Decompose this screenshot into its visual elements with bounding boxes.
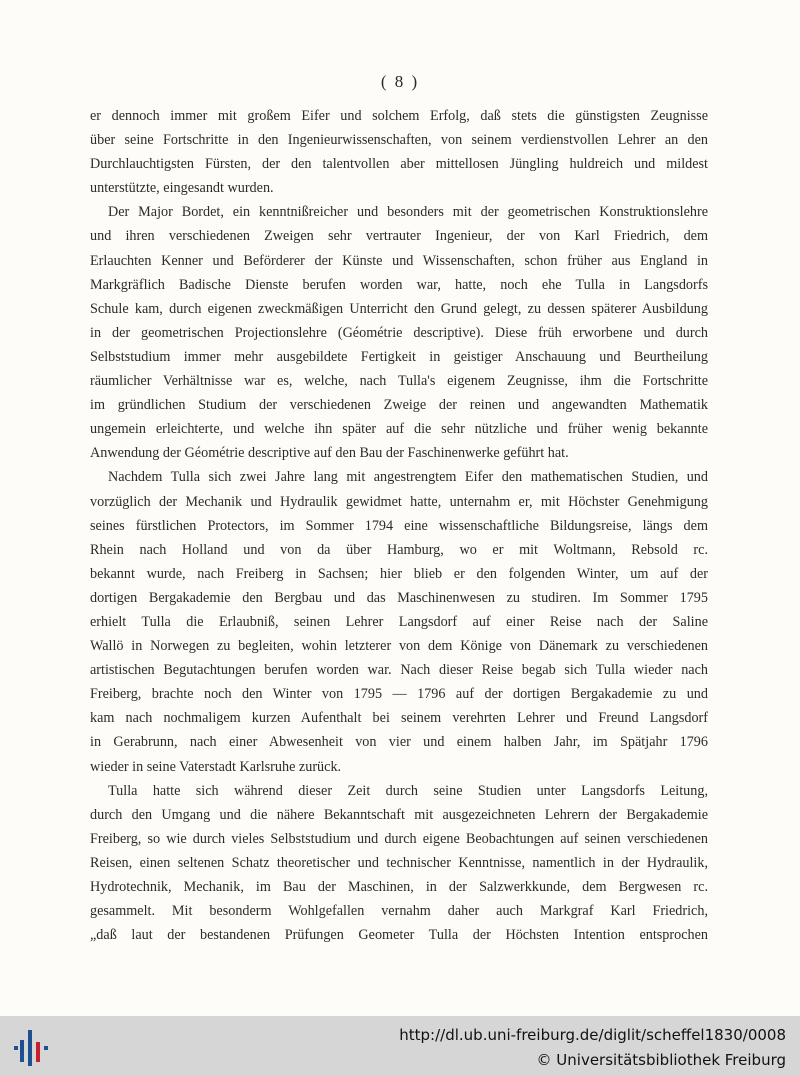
text-line: Nachdem Tulla sich zwei Jahre lang mit angestrengtem Eifer den mathematischen Studien, und: [108, 469, 708, 486]
text-line: Freiberg, brachte noch den Winter von 1795 — 1796 auf der dortigen Bergakademie zu und: [90, 686, 708, 703]
text-line: kam nach nochmaligem kurzen Aufenthalt bei seinem verehrten Lehrer und Freund Langsdorf: [90, 710, 708, 727]
text-line: er dennoch immer mit großem Eifer und solchem Erfolg, daß stets die günstigsten Zeugnisse: [90, 108, 708, 124]
text-line: Freiberg, so wie durch vieles Selbststudium und durch eigene Beobachtungen auf seinen verschiedenen: [90, 830, 708, 847]
text-line: Anwendung der Géométrie descriptive auf den Bau der Faschinenwerke geführt hat.: [90, 445, 569, 462]
text-line: seines fürstlichen Protectors, im Sommer 1794 eine wissenschaftliche Bildungsreise, längs dem: [90, 517, 708, 534]
text-line: Der Major Bordet, ein kenntnißreicher und besonders mit der geometrischen Konstruktionslehre: [108, 204, 708, 221]
text-line: im gründlichen Studium der verschiedenen Zweige der reinen und angewandten Mathematik: [90, 397, 708, 414]
text-line: wieder in seine Vaterstadt Karlsruhe zurück.: [90, 758, 342, 775]
text-line: Wallö in Norwegen zu begleiten, wohin letzterer von dem Könige von Dänemark zu verschiedenen: [90, 638, 708, 655]
text-line: Schule kam, durch eigenen zweckmäßigen Unterricht den Grund gelegt, zu dessen späterer Ausbildung: [90, 300, 708, 317]
text-line: in Gerabrunn, nach einer Abwesenheit von vier und einem halben Jahr, im Spätjahr 1796: [90, 734, 708, 751]
body-text: [90, 104, 708, 947]
text-line: bekannt wurde, nach Freiberg in Sachsen; hier blieb er den folgenden Winter, um auf der: [90, 565, 708, 582]
text-line: über seine Fortschritte in den Ingenieurwissenschaften, von seinem verdienstvollen Lehrer an den: [90, 132, 708, 149]
text-line: Reisen, einen seltenen Schatz theoretischer und technischer Kenntnisse, namentlich in der Hydraulik,: [90, 854, 708, 871]
copyright-notice: © Universitätsbibliothek Freiburg: [536, 1051, 786, 1069]
text-line: Erlauchten Kenner und Beförderer der Künste und Wissenschaften, schon früher aus England in: [90, 252, 708, 269]
text-line: durch den Umgang und die nähere Bekanntschaft mit ausgezeichneten Lehrern der Bergakademie: [90, 806, 708, 823]
text-line: Tulla hatte sich während dieser Zeit durch seine Studien unter Langsdorfs Leitung,: [108, 782, 708, 799]
text-line: Selbststudium immer mehr ausgebildete Fertigkeit in geistiger Anschauung und Beurtheilung: [90, 348, 708, 365]
text-line: vorzüglich der Mechanik und Hydraulik gewidmet hatte, unternahm er, mit Höchster Genehmigung: [90, 493, 708, 510]
university-library-logo-icon: [12, 1028, 52, 1068]
text-line: Markgräflich Badische Dienste berufen worden war, hatte, noch ehe Tulla in Langsdorfs: [90, 276, 708, 293]
text-line: Rhein nach Holland und von da über Hamburg, wo er mit Woltmann, Rebsold rc.: [90, 541, 708, 558]
text-line: „daß laut der bestandenen Prüfungen Geometer Tulla der Höchsten Intention entsprochen: [90, 927, 708, 944]
document-url-link[interactable]: http://dl.ub.uni-freiburg.de/diglit/scheffel1830/0008: [399, 1026, 786, 1044]
text-line: räumlicher Verhältnisse war es, welche, nach Tulla's eigenem Zeugnisse, ihm die Fortschritte: [90, 373, 708, 390]
text-line: Durchlauchtigsten Fürsten, der den talentvollen aber mittellosen Jüngling huldreich und mildest: [90, 156, 708, 173]
text-line: erhielt Tulla die Erlaubniß, seinen Lehrer Langsdorf auf einer Reise nach der Saline: [90, 613, 708, 630]
text-line: in der geometrischen Projectionslehre (Géométrie descriptive). Diese früh erworbene und durch: [90, 324, 708, 341]
text-line: artistischen Begutachtungen berufen worden war. Nach dieser Reise begab sich Tulla wieder nach: [90, 662, 708, 679]
text-line: gesammelt. Mit besonderm Wohlgefallen vernahm daher auch Markgraf Karl Friedrich,: [90, 903, 708, 920]
text-line: ungemein erleichterte, und welche ihn später auf die sehr nützliche und früher wenig bekannte: [90, 421, 708, 438]
text-line: und ihren verschiedenen Zweigen sehr vertrauter Ingenieur, der von Karl Friedrich, dem: [90, 228, 708, 245]
text-line: Hydrotechnik, Mechanik, im Bau der Maschinen, in der Salzwerkkunde, dem Bergwesen rc.: [90, 879, 708, 895]
text-line: dortigen Bergakademie den Bergbau und das Maschinenwesen zu studiren. Im Sommer 1795: [90, 589, 708, 606]
page-number: ( 8 ): [380, 72, 420, 91]
footer-bar: [0, 1016, 800, 1076]
text-line: unterstützte, eingesandt wurden.: [90, 180, 274, 197]
